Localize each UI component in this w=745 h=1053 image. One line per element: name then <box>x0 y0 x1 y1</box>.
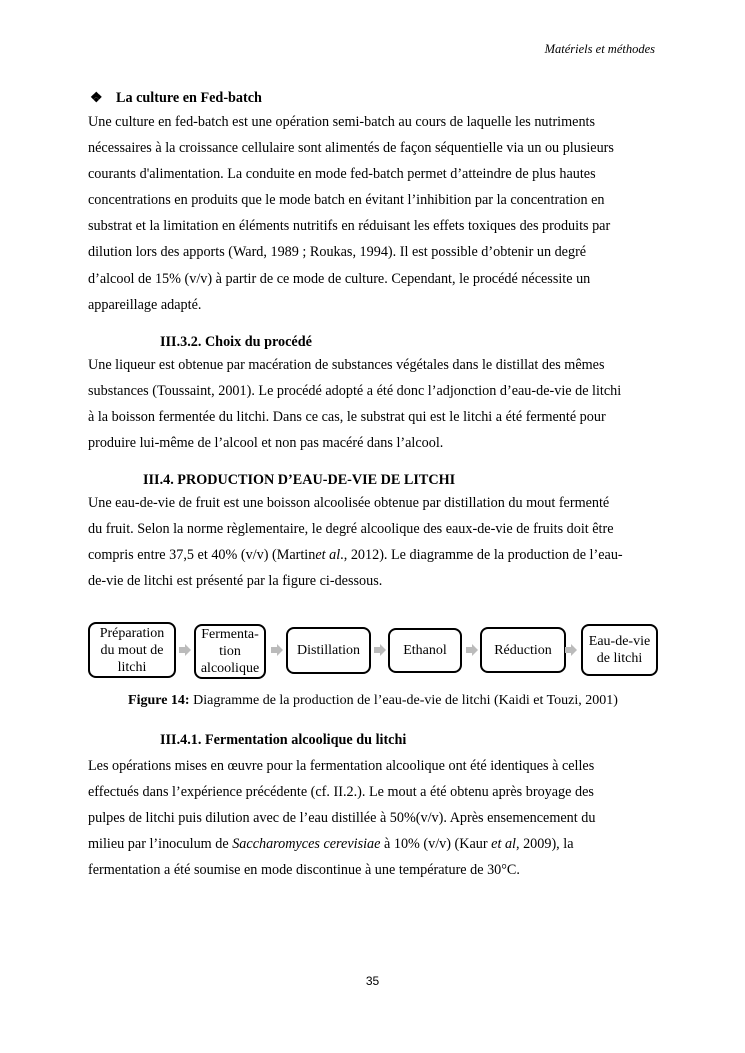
text-line: de-vie de litchi est présenté par la figure ci-dessous. <box>88 573 383 590</box>
text-line: d’alcool de 15% (v/v) à partir de ce mode de culture. Cependant, le procédé nécessite un <box>88 270 591 287</box>
text-line: substances (Toussaint, 2001). Le procédé adopté a été donc l’adjonction d’eau-de-vie de litchi <box>88 382 622 399</box>
arrow-right-icon <box>374 644 386 656</box>
paragraph-fermentation <box>88 753 656 883</box>
figure-caption <box>88 693 658 709</box>
heading-fed-batch: ❖ La culture en Fed-batch <box>90 88 656 109</box>
figure-caption-text: Diagramme de la production de l’eau-de-vie de litchi (Kaidi et Touzi, 2001) <box>189 693 618 708</box>
text-line: Une eau-de-vie de fruit est une boisson alcoolisée obtenue par distillation du mout fermenté <box>88 495 610 512</box>
step-fermentation: Fermenta- tion alcoolique <box>194 624 266 679</box>
figure-label: Figure 14: <box>128 693 190 708</box>
text-line: produire lui-même de l’alcool et non pas macéré dans l’alcool. <box>88 435 444 452</box>
heading-choix-procede: III.3.2. Choix du procédé <box>160 333 312 350</box>
step-eau-de-vie: Eau-de-vie de litchi <box>581 624 658 676</box>
text-line: à la boisson fermentée du litchi. Dans ce cas, le substrat qui est le litchi a été fermenté pour <box>88 408 606 425</box>
page-number: 35 <box>365 974 380 988</box>
production-flow-diagram <box>88 622 658 680</box>
page-content-lower <box>88 730 656 883</box>
text-line: Une liqueur est obtenue par macération de substances végétales dans le distillat des mêmes <box>88 356 605 373</box>
page-content <box>88 88 656 595</box>
text-line: compris entre 37,5 et 40% (v/v) (Martinet al., 2012). Le diagramme de la production de l’eau- <box>88 547 623 564</box>
text-line: milieu par l’inoculum de Saccharomyces cerevisiae à 10% (v/v) (Kaur et al, 2009), la <box>88 836 574 853</box>
arrow-right-icon <box>565 644 577 656</box>
paragraph-choix <box>88 352 656 456</box>
text-line: du fruit. Selon la norme règlementaire, le degré alcoolique des eaux-de-vie de fruits doit être <box>88 521 614 538</box>
step-reduction: Réduction <box>480 627 566 673</box>
text-line: appareillage adapté. <box>88 296 202 313</box>
step-preparation-mout: Préparation du mout de litchi <box>88 622 176 678</box>
text-line: effectués dans l’expérience précédente (cf. II.2.). Le mout a été obtenu après broyage des <box>88 784 594 801</box>
text-line: Une culture en fed-batch est une opération semi-batch au cours de laquelle les nutriments <box>88 114 596 130</box>
text-line: nécessaires à la croissance cellulaire sont alimentés de façon séquentielle via un ou plusieurs <box>88 140 614 157</box>
paragraph-production <box>88 490 656 594</box>
heading-production: III.4. PRODUCTION D’EAU-DE-VIE DE LITCHI <box>143 472 456 489</box>
paragraph-fed-batch <box>88 109 656 318</box>
running-header: Matériels et méthodes <box>544 42 655 56</box>
text-line: substrat et la limitation en éléments nutritifs en réduisant les effets toxiques des produits par <box>88 218 611 235</box>
text-line: pulpes de litchi puis dilution avec de l’eau distillée à 50%(v/v). Après ensemencement du <box>88 810 596 827</box>
text-line: courants d'alimentation. La conduite en mode fed-batch permet d’atteindre de plus hautes <box>88 166 596 183</box>
text-line: concentrations en produits que le mode batch en évitant l’inhibition par la concentration en <box>88 192 605 209</box>
text-line: fermentation a été soumise en mode discontinue à une température de 30°C. <box>88 862 520 879</box>
bullet-diamond-icon: ❖ <box>90 91 103 106</box>
arrow-right-icon <box>466 644 478 656</box>
arrow-right-icon <box>179 644 191 656</box>
arrow-right-icon <box>271 644 283 656</box>
step-distillation: Distillation <box>286 627 371 674</box>
text-line: Les opérations mises en œuvre pour la fermentation alcoolique ont été identiques à celles <box>88 758 595 774</box>
step-ethanol: Ethanol <box>388 628 462 673</box>
heading-fermentation: III.4.1. Fermentation alcoolique du litchi <box>160 732 407 748</box>
text-line: dilution lors des apports (Ward, 1989 ; Roukas, 1994). Il est possible d’obtenir un degré <box>88 244 587 261</box>
